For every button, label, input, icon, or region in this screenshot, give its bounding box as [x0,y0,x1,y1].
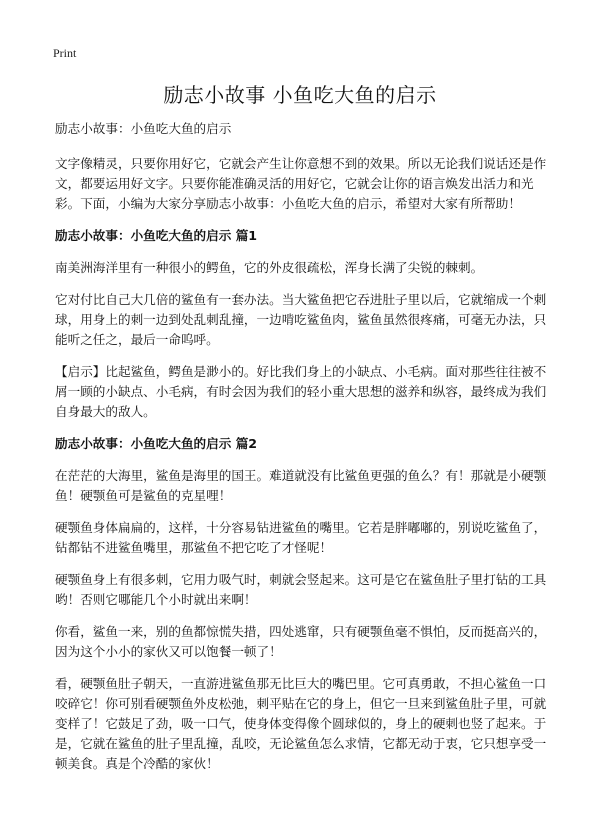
paragraph: 【启示】比起鲨鱼，鳄鱼是渺小的。好比我们身上的小缺点、小毛病。面对那些往往被不屑一顾的小缺点、小毛病，有时会因为我们的轻小重大思想的滋养和纵容，最终成为我们自身最大的敌人。 [55,364,547,419]
paragraph: 它对付比自己大几倍的鲨鱼有一套办法。当大鲨鱼把它吞进肚子里以后，它就缩成一个刺球，用身上的刺一边到处乱刺乱撞，一边啃吃鲨鱼肉，鲨鱼虽然很疼痛，可毫无办法，只能听之任之，最后一命呜呼。 [55,292,547,347]
paragraph: 你看，鲨鱼一来，别的鱼都惊慌失措，四处逃窜，只有硬颚鱼毫不惧怕，反而挺高兴的，因为这个小小的家伙又可以饱餐一顿了！ [55,624,547,659]
paragraph: 硬颚鱼身上有很多刺，它用力吸气时，刺就会竖起来。这可是它在鲨鱼肚子里打钻的工具哟！否则它哪能几个小时就出来啊！ [55,572,547,607]
page-title: 励志小故事 小鱼吃大鱼的启示 [163,83,437,107]
paragraph: 南美洲海洋里有一种很小的鳄鱼，它的外皮很疏松，浑身长满了尖锐的棘刺。 [55,260,484,275]
article-subtitle: 励志小故事：小鱼吃大鱼的启示 [55,121,232,136]
paragraph: 在茫茫的大海里，鲨鱼是海里的国王。难道就没有比鲨鱼更强的鱼么？有！那就是小硬颚鱼！硬颚鱼可是鲨鱼的克星哩！ [55,468,547,503]
paragraph: 硬颚鱼身体扁扁的，这样，十分容易钻进鲨鱼的嘴里。它若是胖嘟嘟的，别说吃鲨鱼了，钻都钻不进鲨鱼嘴里，那鲨鱼不把它吃了才怪呢！ [55,520,547,555]
section-heading-2: 励志小故事：小鱼吃大鱼的启示 篇2 [55,436,258,451]
section-heading-1: 励志小故事：小鱼吃大鱼的启示 篇1 [55,228,258,243]
article-body [55,119,553,786]
paragraph: 看，硬颚鱼肚子朝天，一直游进鲨鱼那无比巨大的嘴巴里。它可真勇敢，不担心鲨鱼一口咬碎它！你可别看硬颚鱼外皮松弛，刺平贴在它的身上，但它一旦来到鲨鱼肚子里，可就变样了！它鼓足了劲，吸一口气，使身体变得像个圆球似的，身上的硬刺也竖了起来。于是，它就在鲨鱼的肚子里乱撞，乱咬，无论鲨鱼怎么求情，它都无动于衷，它只想享受一顿美食。真是个冷酷的家伙！ [55,676,547,771]
print-link[interactable]: Print [53,46,77,60]
article-intro: 文字像精灵，只要你用好它，它就会产生让你意想不到的效果。所以无论我们说话还是作文，都要运用好文字。只要你能准确灵活的用好它，它就会让你的语言焕发出活力和光彩。下面，小编为大家分享励志小故事：小鱼吃大鱼的启示，希望对大家有所帮助！ [55,156,547,211]
